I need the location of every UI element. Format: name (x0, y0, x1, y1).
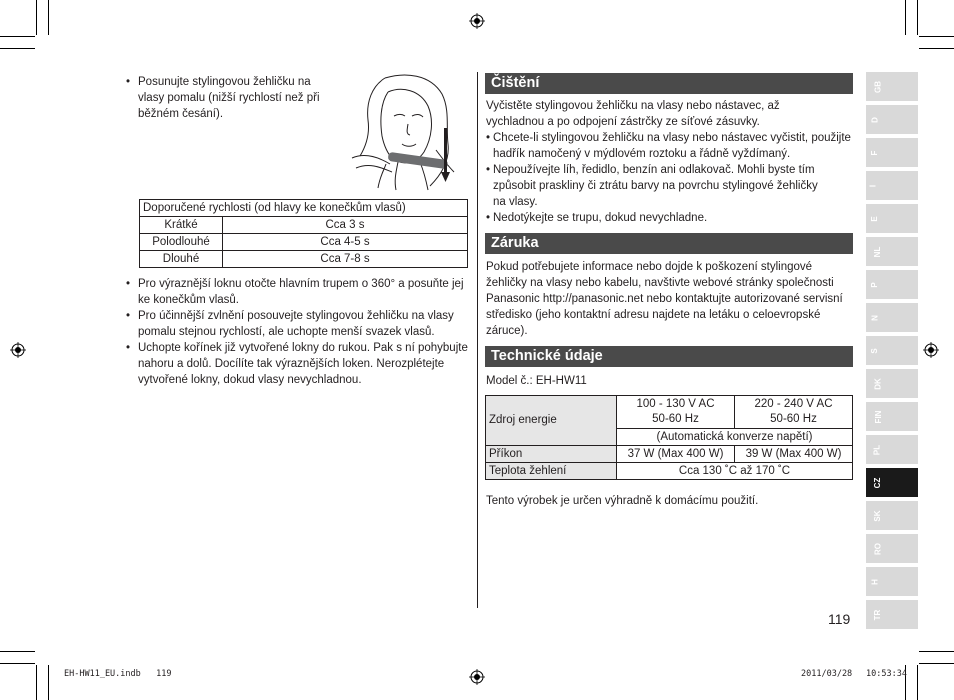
lang-tab-dk: DK (866, 369, 918, 398)
bullet-item: • Nedotýkejte se trupu, dokud nevychladne. (486, 210, 854, 226)
registration-mark-icon (469, 669, 485, 685)
table-row: Příkon 37 W (Max 400 W) 39 W (Max 400 W) (486, 446, 853, 463)
registration-mark-icon (923, 342, 939, 358)
crop-mark (919, 651, 954, 652)
lang-tab-fin: FIN (866, 402, 918, 431)
footer-time: 10:53:34 (866, 669, 907, 679)
section-title-warranty: Záruka (485, 233, 853, 254)
table-row: Krátké Cca 3 s (140, 217, 468, 234)
crop-mark (0, 48, 35, 49)
cleaning-intro: Vyčistěte stylingovou žehličku na vlasy nebo nástavec, až vychladnou a po odpojení zástrčky ze síťové zásuvky. (486, 100, 780, 128)
woman-curling-hair-illustration (350, 72, 470, 196)
section-title-cleaning: Čištění (485, 73, 853, 94)
usage-note: Tento výrobek je určen výhradně k domácímu použití. (486, 495, 759, 507)
lang-tab-gb: GB (866, 72, 918, 101)
crop-mark (36, 665, 37, 700)
model-number: Model č.: EH-HW11 (486, 375, 587, 387)
footer-file-info: EH-HW11_EU.indb 119 (64, 669, 172, 679)
lang-tab-sk: SK (866, 501, 918, 530)
lang-tab-f: F (866, 138, 918, 167)
bullet-item: • Posunujte stylingovou žehličku na vlasy pomalu (nižší rychlostí než při běžném česání). (128, 74, 332, 122)
table-row: Dlouhé Cca 7-8 s (140, 251, 468, 268)
lang-tab-e: E (866, 204, 918, 233)
registration-mark-icon (469, 13, 485, 29)
speed-table (139, 199, 468, 268)
crop-mark (48, 665, 49, 700)
registration-mark-icon (10, 342, 26, 358)
lang-tab-nl: NL (866, 237, 918, 266)
curl-tips-list (128, 276, 470, 388)
crop-mark (917, 0, 918, 35)
lang-tab-i: I (866, 171, 918, 200)
lang-tab-s: S (866, 336, 918, 365)
crop-mark (0, 651, 35, 652)
crop-mark (919, 36, 954, 37)
bullet-item: • Chcete-li stylingovou žehličku na vlasy nebo nástavec vyčistit, použijte hadřík namočený v mýdlovém roztoku a řádně vyždímaný. (486, 130, 854, 162)
section-title-tech-specs: Technické údaje (485, 346, 853, 367)
lang-tab-h: H (866, 567, 918, 596)
crop-mark (905, 0, 906, 35)
column-divider (477, 72, 478, 608)
table-row: (Automatická konverze napětí) (486, 429, 853, 446)
crop-mark (0, 36, 35, 37)
crop-mark (36, 0, 37, 35)
crop-mark (48, 0, 49, 35)
page-number: 119 (828, 611, 851, 627)
crop-mark (919, 663, 954, 664)
warranty-text: Pokud potřebujete informace nebo dojde k poškození stylingové žehličky na vlasy nebo kabelu, navštivte webové stránky společnosti Panasonic http://panasonic.net nebo kontaktujte autorizované servisní středisko (jeho kontaktní adresu najdete na letáku o celoevropské záruce). (486, 261, 843, 337)
bullet-item: • Nepoužívejte líh, ředidlo, benzín ani odlakovač. Mohli byste tím způsobit praskliny či ztrátu barvy na povrchu stylingové žehličky na vlasy. (486, 162, 823, 210)
bullet-item: • Uchopte kořínek již vytvořené lokny do rukou. Pak s ní pohybujte nahoru a dolů. Docílíte tak výraznějších loken. Nerozplétejte vytvořené lokny, dokud vlasy nevychladnou. (128, 340, 470, 388)
lang-tab-n: N (866, 303, 918, 332)
lang-tab-p: P (866, 270, 918, 299)
intro-bullets (128, 74, 332, 122)
cleaning-list (486, 130, 854, 226)
crop-mark (0, 663, 35, 664)
table-row: Zdroj energie 100 - 130 V AC 50-60 Hz 220 - 240 V AC 50-60 Hz (486, 396, 853, 429)
lang-tab-tr: TR (866, 600, 918, 629)
lang-tab-ro: RO (866, 534, 918, 563)
crop-mark (917, 665, 918, 700)
lang-tab-pl: PL (866, 435, 918, 464)
tech-specs-table (485, 395, 853, 480)
bullet-item: • Pro výraznější loknu otočte hlavním trupem o 360° a posuňte jej ke konečkům vlasů. (128, 276, 470, 308)
crop-mark (919, 48, 954, 49)
bullet-item: • Pro účinnější zvlnění posouvejte stylingovou žehličku na vlasy pomalu stejnou rychlostí, ale uchopte menší svazek vlasů. (128, 308, 470, 340)
lang-tab-d: D (866, 105, 918, 134)
footer-date: 2011/03/28 (801, 669, 853, 679)
speed-table-header: Doporučené rychlosti (od hlavy ke konečkům vlasů) (140, 200, 468, 217)
lang-tab-cz: CZ (866, 468, 918, 497)
table-row: Teplota žehlení Cca 130 ˚C až 170 ˚C (486, 463, 853, 480)
table-row: Polodlouhé Cca 4-5 s (140, 234, 468, 251)
